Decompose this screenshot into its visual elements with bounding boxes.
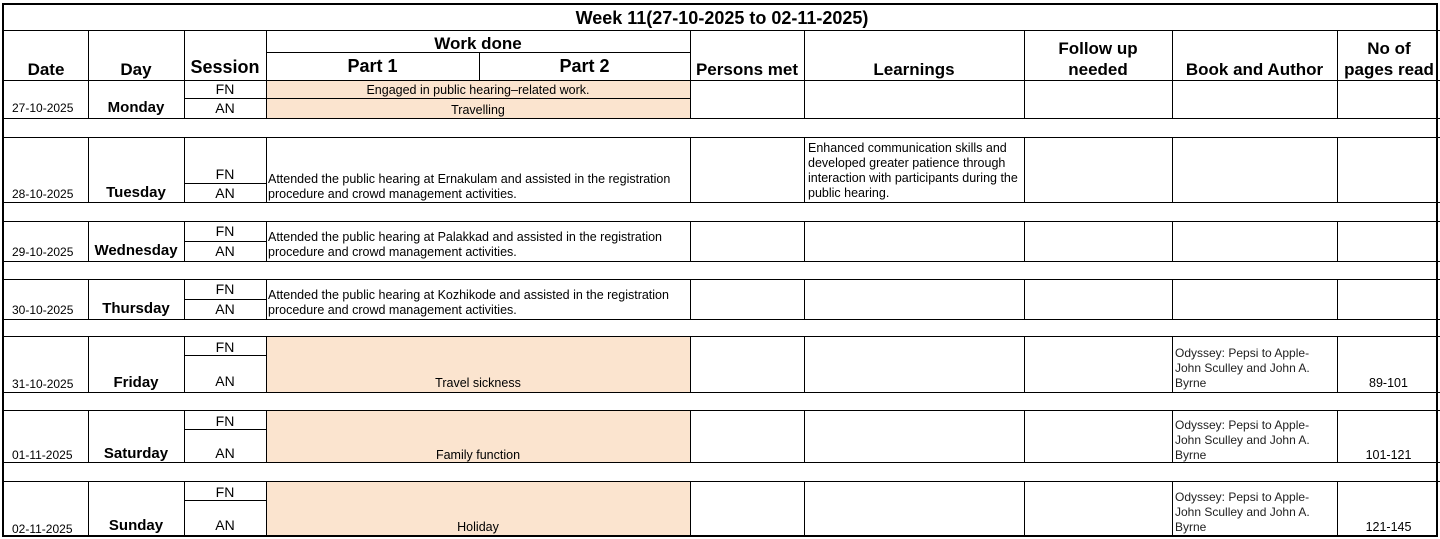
- session-fn: FN: [215, 484, 235, 500]
- vline: [690, 221, 691, 262]
- day-cell: Wednesday: [94, 242, 178, 259]
- vline: [1337, 137, 1338, 203]
- hline: [184, 500, 266, 501]
- work-text: Attended the public hearing at Kozhikode and assisted in the registration procedure and crowd management activities.: [268, 288, 669, 317]
- vline: [1337, 30, 1338, 119]
- vline: [1172, 279, 1173, 320]
- session-fn: FN: [215, 339, 235, 355]
- work-text: Attended the public hearing at Ernakulam and assisted in the registration procedure and crowd management activities.: [268, 172, 671, 201]
- header-part1: Part 1: [347, 56, 398, 76]
- book-text: Odyssey: Pepsi to Apple- John Sculley and John A. Byrne: [1175, 418, 1310, 462]
- vline: [690, 410, 691, 463]
- vline: [266, 279, 267, 320]
- hline: [4, 118, 1440, 119]
- hline: [184, 299, 266, 300]
- vline: [804, 221, 805, 262]
- vline: [690, 481, 691, 536]
- header-work-done: Work done: [434, 34, 522, 53]
- book-text: Odyssey: Pepsi to Apple- John Sculley and John A. Byrne: [1175, 346, 1310, 390]
- vline: [1337, 279, 1338, 320]
- hline: [4, 30, 1440, 31]
- hline: [4, 410, 1440, 411]
- hline: [184, 241, 266, 242]
- day-cell: Tuesday: [106, 184, 166, 201]
- vline: [1024, 279, 1025, 320]
- vline: [804, 279, 805, 320]
- hline: [4, 336, 1440, 337]
- date-cell: 30-10-2025: [12, 303, 74, 317]
- session-an: AN: [215, 373, 235, 389]
- vline: [690, 137, 691, 203]
- vline: [1024, 410, 1025, 463]
- vline: [1172, 336, 1173, 393]
- work-fn-text: Engaged in public hearing–related work.: [366, 83, 590, 97]
- header-learnings: Learnings: [873, 60, 955, 79]
- work-text: Travel sickness: [435, 376, 521, 390]
- vline: [690, 336, 691, 393]
- hline: [4, 279, 1440, 280]
- header-book-author: Book and Author: [1185, 60, 1324, 79]
- session-fn: FN: [215, 281, 235, 297]
- vline: [690, 279, 691, 320]
- hline: [184, 183, 266, 184]
- header-date: Date: [27, 60, 65, 79]
- session-fn: FN: [215, 413, 235, 429]
- session-an: AN: [215, 100, 235, 116]
- date-cell: 27-10-2025: [12, 101, 74, 115]
- hline: [4, 221, 1440, 222]
- vline: [1172, 221, 1173, 262]
- hline: [184, 98, 690, 99]
- day-cell: Saturday: [103, 445, 169, 462]
- date-cell: 02-11-2025: [12, 522, 73, 536]
- header-day: Day: [120, 60, 152, 79]
- vline: [1172, 137, 1173, 203]
- session-fn: FN: [215, 166, 235, 182]
- vline: [1024, 221, 1025, 262]
- session-an: AN: [215, 445, 235, 461]
- vline: [804, 137, 805, 203]
- vline: [1172, 481, 1173, 536]
- header-persons-met: Persons met: [695, 60, 799, 79]
- vline: [1024, 481, 1025, 536]
- hline: [4, 392, 1440, 393]
- date-cell: 31-10-2025: [12, 377, 74, 391]
- header-pages-read: No of pages read: [1344, 39, 1434, 79]
- header-part2: Part 2: [559, 56, 610, 76]
- pages-text: 101-121: [1365, 448, 1412, 462]
- session-an: AN: [215, 517, 235, 533]
- vline: [266, 137, 267, 203]
- session-fn: FN: [215, 81, 235, 97]
- day-cell: Friday: [113, 374, 159, 391]
- header-session: Session: [190, 57, 260, 77]
- session-an: AN: [215, 243, 235, 259]
- day-cell: Thursday: [102, 300, 170, 317]
- vline: [266, 221, 267, 262]
- hline: [184, 429, 266, 430]
- learnings-text: Enhanced communication skills and developed greater patience through interaction with participants during the public hearing.: [808, 141, 1018, 200]
- book-text: Odyssey: Pepsi to Apple- John Sculley and John A. Byrne: [1175, 490, 1310, 534]
- timesheet-sheet: [2, 3, 1438, 537]
- session-an: AN: [215, 301, 235, 317]
- vline: [804, 481, 805, 536]
- date-cell: 29-10-2025: [12, 245, 74, 259]
- header-follow-up: Follow up needed: [1058, 39, 1138, 79]
- work-text: Attended the public hearing at Palakkad and assisted in the registration procedure and crowd management activities.: [268, 230, 663, 259]
- vline: [1337, 221, 1338, 262]
- vline: [804, 410, 805, 463]
- vline: [1024, 137, 1025, 203]
- vline: [1024, 336, 1025, 393]
- pages-text: 121-145: [1365, 520, 1412, 534]
- work-an-text: Travelling: [451, 103, 505, 117]
- day-cell: Monday: [107, 99, 165, 116]
- vline: [804, 336, 805, 393]
- hline: [4, 319, 1440, 320]
- session-fn: FN: [215, 223, 235, 239]
- vline: [1172, 410, 1173, 463]
- session-an: AN: [215, 185, 235, 201]
- hline: [4, 202, 1440, 203]
- pages-text: 89-101: [1369, 376, 1408, 390]
- hline: [184, 355, 266, 356]
- hline: [4, 137, 1440, 138]
- work-text: Family function: [435, 448, 521, 462]
- hline: [4, 481, 1440, 482]
- hline: [4, 261, 1440, 262]
- day-cell: Sunday: [108, 517, 164, 534]
- date-cell: 28-10-2025: [12, 187, 74, 201]
- date-cell: 01-11-2025: [12, 448, 73, 462]
- vline: [1024, 30, 1025, 119]
- work-text: Holiday: [457, 520, 499, 534]
- sheet-title: Week 11(27-10-2025 to 02-11-2025): [575, 8, 869, 28]
